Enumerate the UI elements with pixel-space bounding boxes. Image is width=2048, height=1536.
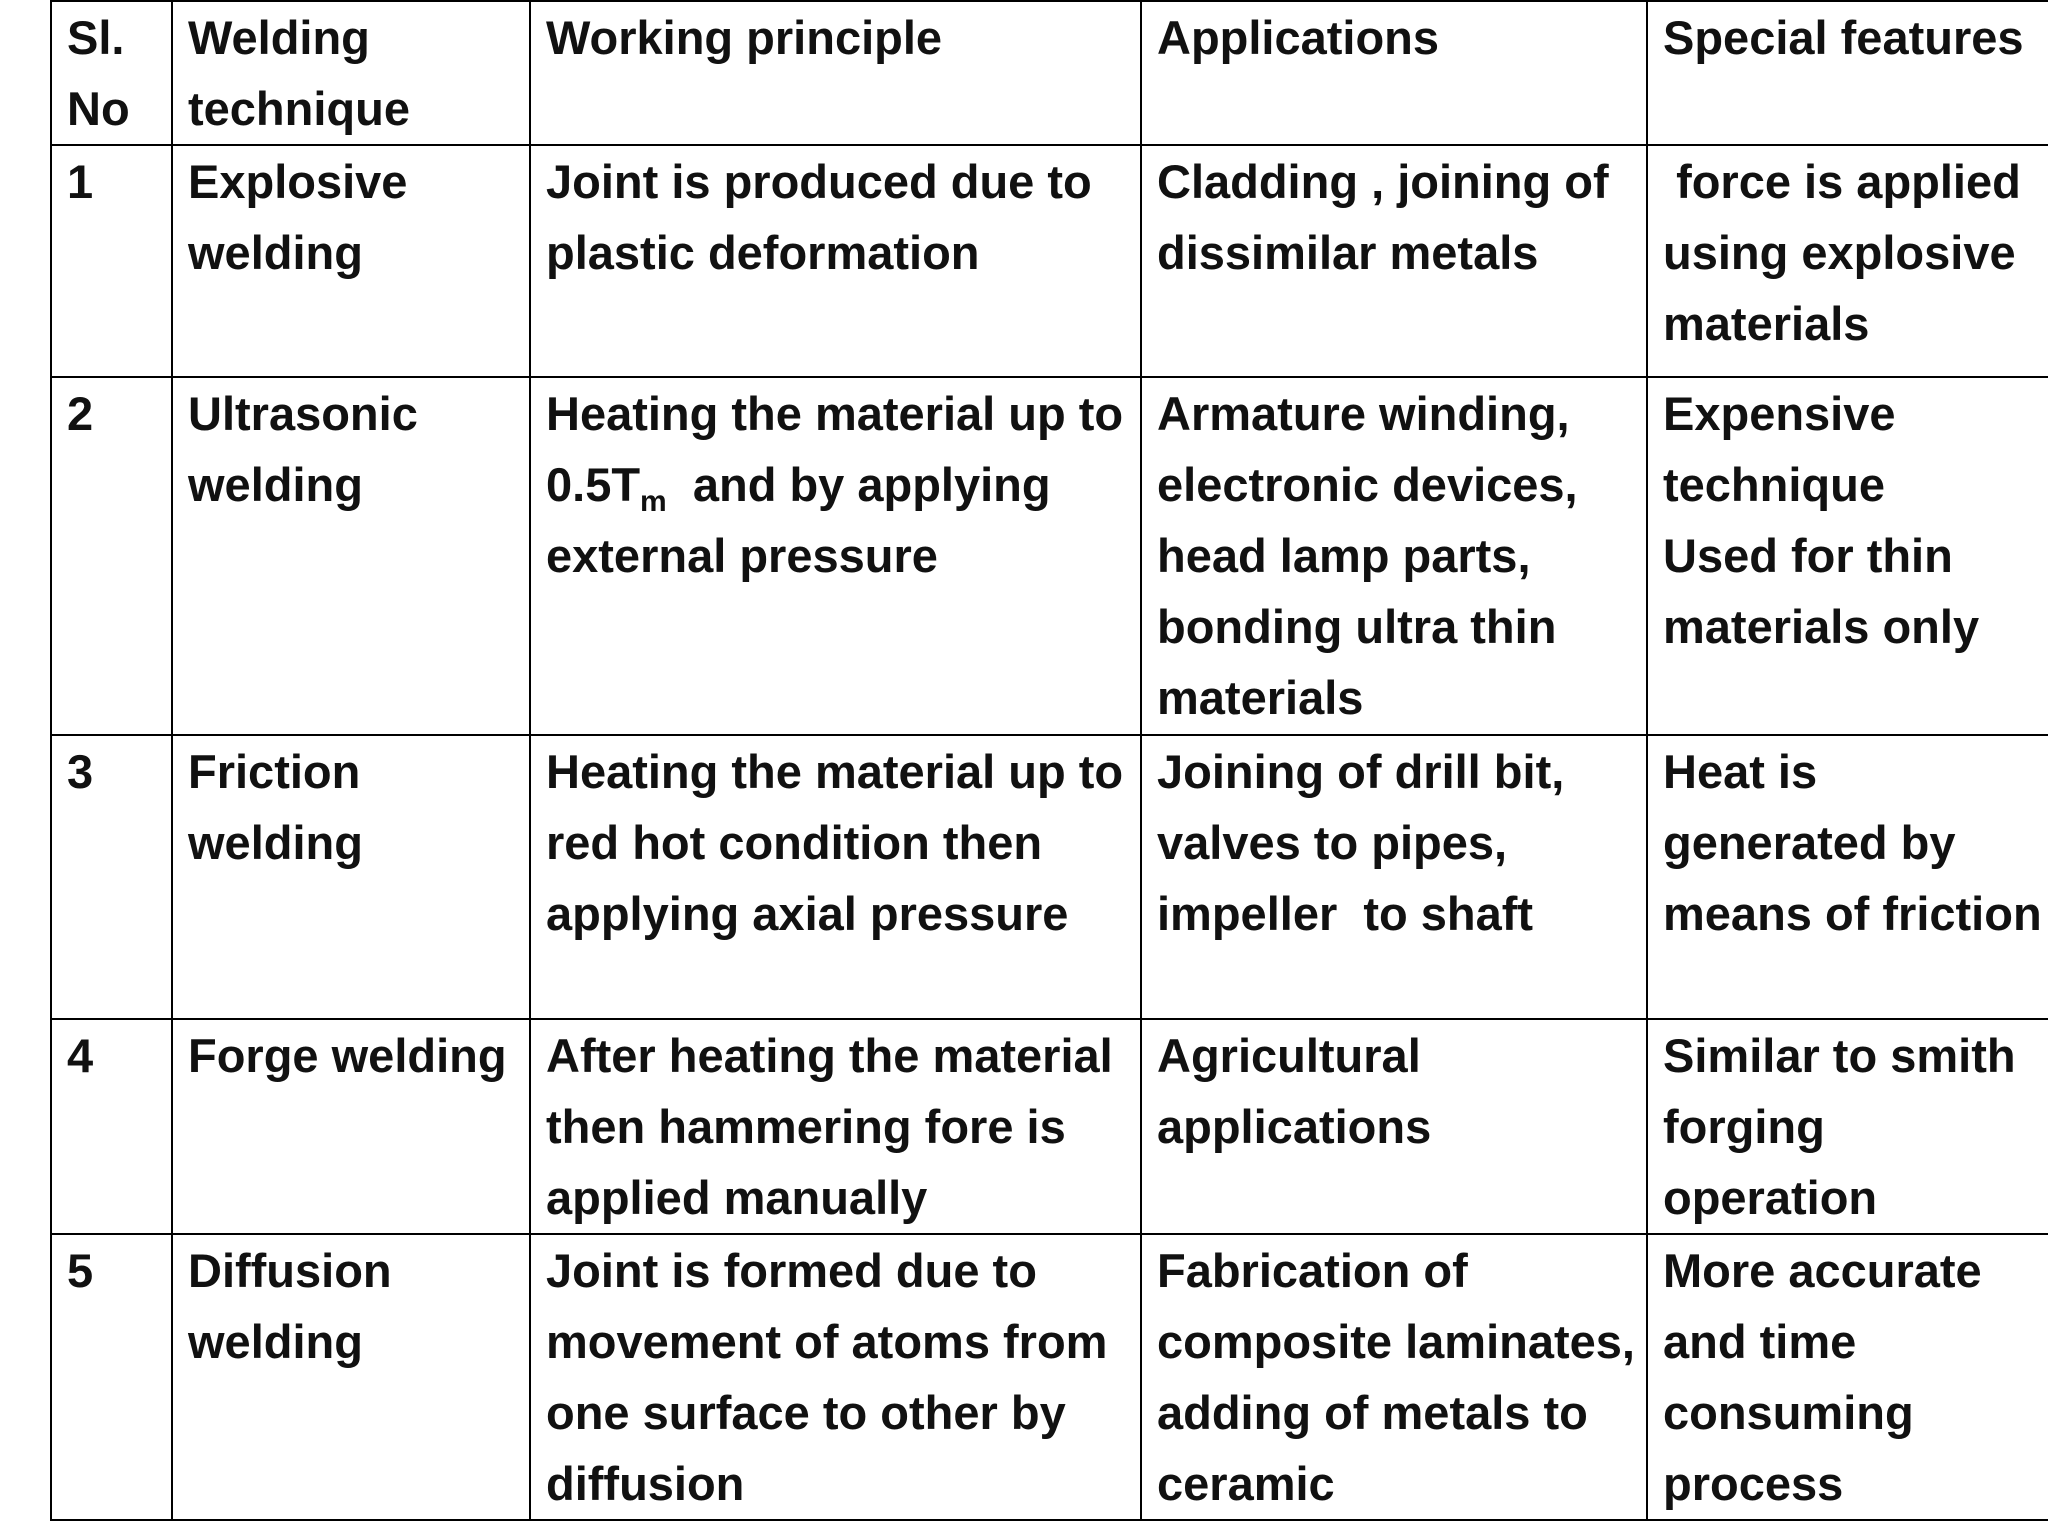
header-cell-technique [172,1,530,145]
cell-features [1647,1019,2048,1234]
cell-technique [172,145,530,377]
welding-techniques-table-wrapper [50,0,2048,1521]
cell-features [1647,735,2048,1019]
technique-name: Forge welding [188,1029,507,1082]
header-cell-applications [1141,1,1647,145]
cell-applications [1141,145,1647,377]
working-principle-line-3: external pressure [546,529,938,582]
cell-features [1647,1234,2048,1520]
sl-number: 2 [67,387,94,440]
working-principle: Joint is formed due to movement of atoms from one surface to other by diffusion [546,1244,1108,1510]
working-principle-line-1: Heating the material up to [546,387,1124,440]
header-cell-principle [530,1,1141,145]
cell-sl [51,377,172,735]
cell-applications [1141,1019,1647,1234]
table-row [51,1234,2048,1520]
applications: Cladding , joining of dissimilar metals [1157,155,1609,279]
header-cell-features [1647,1,2048,145]
header-applications: Applications [1157,11,1440,64]
cell-features [1647,377,2048,735]
special-features: force is applied using explosive materials [1663,155,2021,350]
cell-principle [530,735,1141,1019]
table-row [51,735,2048,1019]
cell-sl [51,145,172,377]
header-technique: Welding technique [188,11,410,135]
header-principle: Working principle [546,11,943,64]
technique-name: Explosive welding [188,155,408,279]
technique-name: Diffusion welding [188,1244,392,1368]
sl-number: 5 [67,1244,94,1297]
welding-techniques-table [50,0,2048,1521]
special-features: Expensive technique Used for thin materials only [1663,387,1980,653]
sl-number: 4 [67,1029,94,1082]
cell-principle [530,145,1141,377]
cell-sl [51,1234,172,1520]
working-principle: Joint is produced due to plastic deformation [546,155,1092,279]
melting-subscript: m [640,485,667,518]
working-principle-line-2-rest: and by applying [666,458,1051,511]
applications: Armature winding, electronic devices, head lamp parts, bonding ultra thin materials [1157,387,1578,724]
cell-principle [530,1019,1141,1234]
cell-technique [172,1234,530,1520]
special-features: Similar to smith forging operation [1663,1029,2016,1224]
header-cell-sl-no [51,1,172,145]
temperature-value: 0.5T [546,458,641,511]
working-principle: After heating the material then hammering fore is applied manually [546,1029,1113,1224]
cell-technique [172,377,530,735]
header-sl-no: Sl. No [67,11,130,135]
applications: Fabrication of composite laminates, adding of metals to ceramic [1157,1244,1635,1510]
cell-features [1647,145,2048,377]
applications: Agricultural applications [1157,1029,1432,1153]
cell-applications [1141,1234,1647,1520]
cell-principle [530,1234,1141,1520]
table-header-row [51,1,2048,145]
cell-technique [172,735,530,1019]
sl-number: 1 [67,155,94,208]
cell-principle [530,377,1141,735]
cell-applications [1141,377,1647,735]
technique-name: Friction welding [188,745,363,869]
table-row [51,145,2048,377]
sl-number: 3 [67,745,94,798]
working-principle: Heating the material up to red hot condition then applying axial pressure [546,745,1124,940]
working-principle-line-2 [546,449,1140,520]
special-features: Heat is generated by means of friction [1663,745,2042,940]
special-features: More accurate and time consuming process [1663,1244,1982,1510]
table-row [51,1019,2048,1234]
cell-sl [51,1019,172,1234]
technique-name: Ultrasonic welding [188,387,418,511]
table-row [51,377,2048,735]
header-features: Special features [1663,11,2024,64]
cell-sl [51,735,172,1019]
cell-technique [172,1019,530,1234]
cell-applications [1141,735,1647,1019]
applications: Joining of drill bit, valves to pipes, impeller to shaft [1157,745,1565,940]
